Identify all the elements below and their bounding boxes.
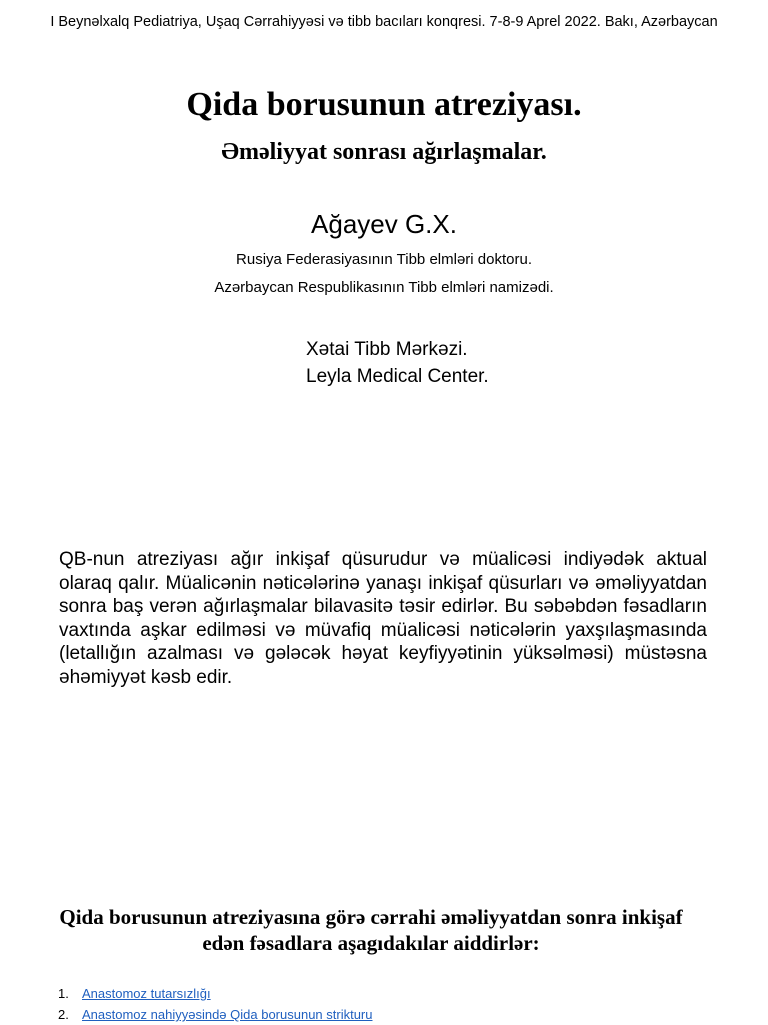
list-item-number: 1. <box>58 986 69 1001</box>
list-item <box>58 983 373 1004</box>
affiliation-2: Leyla Medical Center. <box>306 366 489 387</box>
conference-header: I Beynəlxalq Pediatriya, Uşaq Cərrahiyyəsi və tibb bacıları konqresi. 7-8-9 Aprel 2022. Bakı, Azərbaycan <box>50 14 718 30</box>
section-heading <box>0 904 742 956</box>
complications-list <box>58 983 373 1025</box>
list-item-link[interactable]: Anastomoz nahiyyəsində Qida borusunun strikturu <box>82 1007 373 1022</box>
page-title: Qida borusunun atreziyası. <box>186 86 582 123</box>
list-item <box>58 1004 373 1025</box>
author-credential-1: Rusiya Federasiyasının Tibb elmləri doktoru. <box>236 251 532 268</box>
section-heading-line-1: Qida borusunun atreziyasına görə cərrahi əməliyyatdan sonra inkişaf <box>59 905 683 929</box>
author-name: Ağayev G.X. <box>311 209 457 239</box>
list-item-link[interactable]: Anastomoz tutarsızlığı <box>82 986 211 1001</box>
section-heading-line-2: edən fəsadlara aşagıdakılar aiddirlər: <box>202 931 540 955</box>
page-subtitle: Əməliyyat sonrası ağırlaşmalar. <box>221 139 547 165</box>
abstract-paragraph: QB-nun atreziyası ağır inkişaf qüsurudur və müalicəsi indiyədək aktual olaraq qalır. Müalicənin nəticələrinə yanaşı inkişaf qüsurları və əməliyyatdan sonra baş verən ağırlaşmalar bilavasitə təsir edirlər. Bu səbəbdən fəsadların vaxtında aşkar edilməsi və müvafiq müalicəsi nəticələrin yaxşılaşmasında (letallığın azalması və gələcək həyat keyfiyyətinin yüksəlməsi) müstəsna əhəmiyyət kəsb edir. <box>59 549 707 688</box>
list-item-number: 2. <box>58 1007 69 1022</box>
author-credential-2: Azərbaycan Respublikasının Tibb elmləri namizədi. <box>214 279 554 296</box>
affiliation-1: Xətai Tibb Mərkəzi. <box>306 339 468 360</box>
